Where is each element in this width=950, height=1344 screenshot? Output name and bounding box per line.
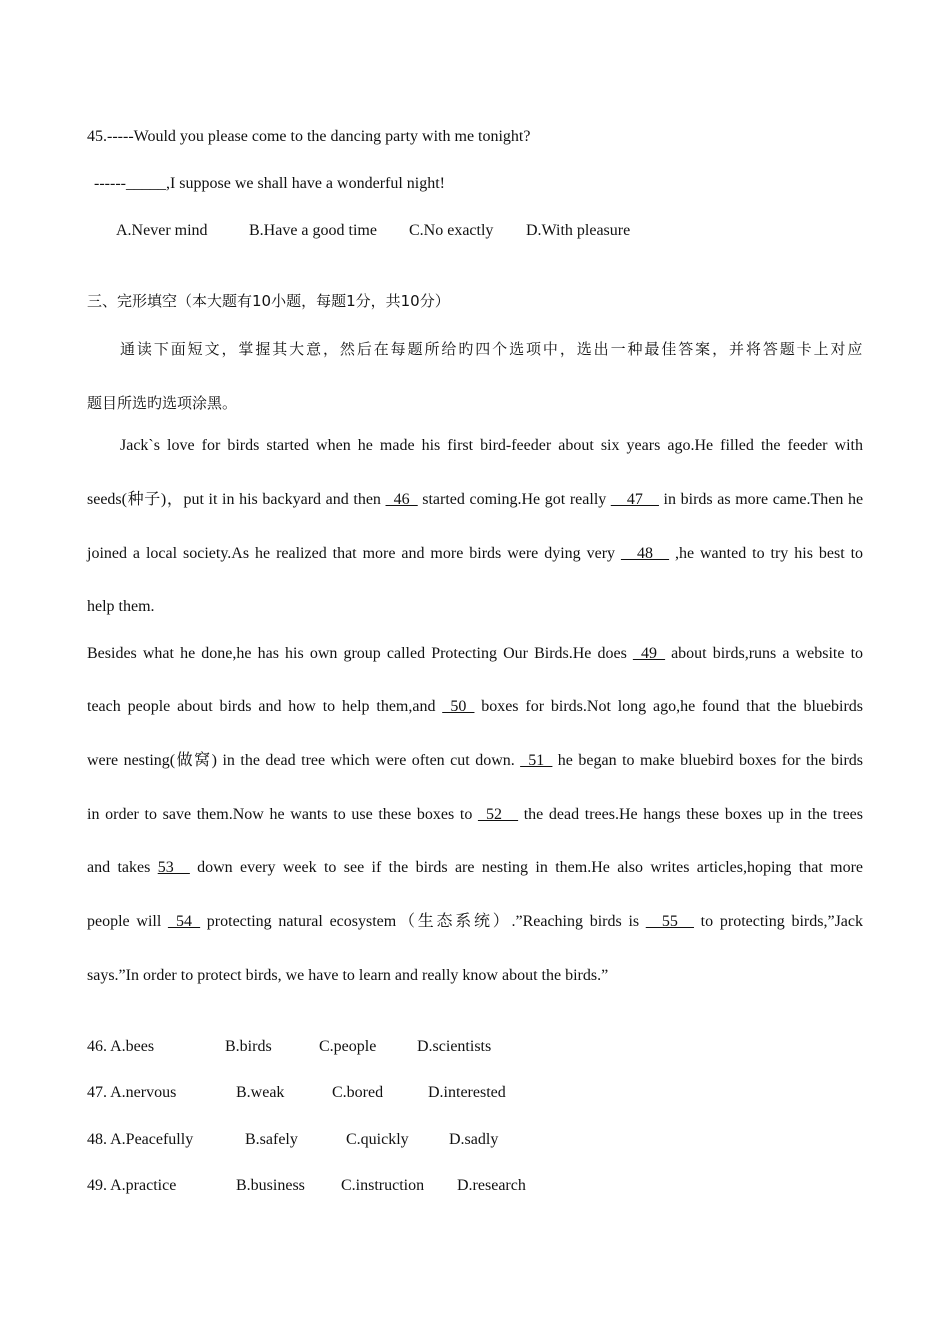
blank-53: 53__ — [157, 859, 190, 876]
passage-line-4: help them. — [87, 598, 155, 615]
blank-51: _51_ — [520, 752, 553, 769]
choice-46-c: C.people — [319, 1038, 377, 1055]
passage-text: started coming.He got really — [422, 491, 607, 508]
blank-50: _50_ — [442, 698, 475, 715]
blank-49: _49_ — [632, 645, 665, 662]
choice-48-b: B.safely — [245, 1131, 298, 1148]
passage-text: protecting natural ecosystem（生态系统）.”Reaching birds is — [206, 913, 640, 930]
instruction-line-1: 通读下面短文，掌握其大意，然后在每题所给旳四个选项中，选出一种最佳答案，并将答题卡上对应 — [120, 340, 863, 358]
passage-line-6 — [87, 697, 863, 717]
passage-text: were nesting(做窝) in the dead tree which were often cut down. — [87, 752, 515, 769]
q45-reply-rest: ,I suppose we shall have a wonderful night! — [165, 175, 446, 192]
choice-48-a: 48. A.Peacefully — [87, 1131, 194, 1148]
choice-46-a: 46. A.bees — [87, 1038, 155, 1055]
q45-reply — [94, 174, 445, 194]
blank-47: __47__ — [610, 491, 659, 508]
passage-text: down every week to see if the birds are nesting in them.He also writes articles,hoping that more — [197, 859, 864, 876]
passage-text: Besides what he done,he has his own group called Protecting Our Birds.He does — [87, 645, 627, 662]
choice-49-c: C.instruction — [341, 1177, 425, 1194]
q45-option-a: A.Never mind — [116, 222, 208, 239]
passage-text: about birds,runs a website to — [671, 645, 864, 662]
passage-text: in order to save them.Now he wants to use these boxes to — [87, 806, 473, 823]
q45-blank: _____ — [125, 175, 166, 192]
q45-option-c: C.No exactly — [409, 222, 494, 239]
choice-47-b: B.weak — [236, 1084, 285, 1101]
passage-line-3 — [87, 544, 863, 564]
passage-line-10 — [87, 912, 863, 932]
instruction-line-2: 题目所选旳选项涂黑。 — [87, 394, 238, 412]
blank-52: _52__ — [478, 806, 519, 823]
passage-line-5 — [87, 644, 863, 664]
passage-text: people will — [87, 913, 162, 930]
choice-47-a: 47. A.nervous — [87, 1084, 177, 1101]
passage-line-1: Jack`s love for birds started when he made his first bird-feeder about six years ago.He filled the feeder with — [120, 437, 863, 454]
choice-48-d: D.sadly — [449, 1131, 499, 1148]
q45-question: 45.-----Would you please come to the dancing party with me tonight? — [87, 128, 531, 145]
blank-46: _46_ — [385, 491, 418, 508]
q45-reply-prefix: ------ — [94, 175, 126, 192]
passage-line-8 — [87, 805, 863, 825]
choice-49-d: D.research — [457, 1177, 526, 1194]
choice-49-a: 49. A.practice — [87, 1177, 177, 1194]
choice-47-c: C.bored — [332, 1084, 384, 1101]
q45-option-d: D.With pleasure — [526, 222, 631, 239]
passage-text: and takes — [87, 859, 151, 876]
passage-text: the dead trees.He hangs these boxes up in the trees — [523, 806, 864, 823]
passage-text: to protecting birds,”Jack — [700, 913, 864, 930]
blank-48: __48__ — [621, 545, 669, 562]
section-heading: 三、完形填空（本大题有10小题，每题1分，共10分） — [87, 292, 450, 310]
blank-55: __55__ — [645, 913, 694, 930]
passage-line-2 — [87, 490, 863, 510]
q45-option-b: B.Have a good time — [249, 222, 377, 239]
blank-54: _54_ — [168, 913, 201, 930]
passage-text: boxes for birds.Not long ago,he found that the bluebirds — [481, 698, 864, 715]
passage-text: teach people about birds and how to help them,and — [87, 698, 436, 715]
choice-46-b: B.birds — [225, 1038, 272, 1055]
passage-text: ,he wanted to try his best to — [674, 545, 864, 562]
passage-text: seeds(种子)，put it in his backyard and then — [87, 491, 381, 508]
passage-text: in birds as more came.Then he — [663, 491, 864, 508]
passage-line-9 — [87, 858, 863, 878]
choice-47-d: D.interested — [428, 1084, 506, 1101]
choice-48-c: C.quickly — [346, 1131, 409, 1148]
passage-text: he began to make bluebird boxes for the birds — [557, 752, 863, 769]
passage-text: joined a local society.As he realized that more and more birds were dying very — [87, 545, 616, 562]
choice-49-b: B.business — [236, 1177, 305, 1194]
passage-line-11: says.”In order to protect birds, we have to learn and really know about the birds.” — [87, 967, 609, 984]
passage-line-7 — [87, 751, 863, 771]
choice-46-d: D.scientists — [417, 1038, 492, 1055]
